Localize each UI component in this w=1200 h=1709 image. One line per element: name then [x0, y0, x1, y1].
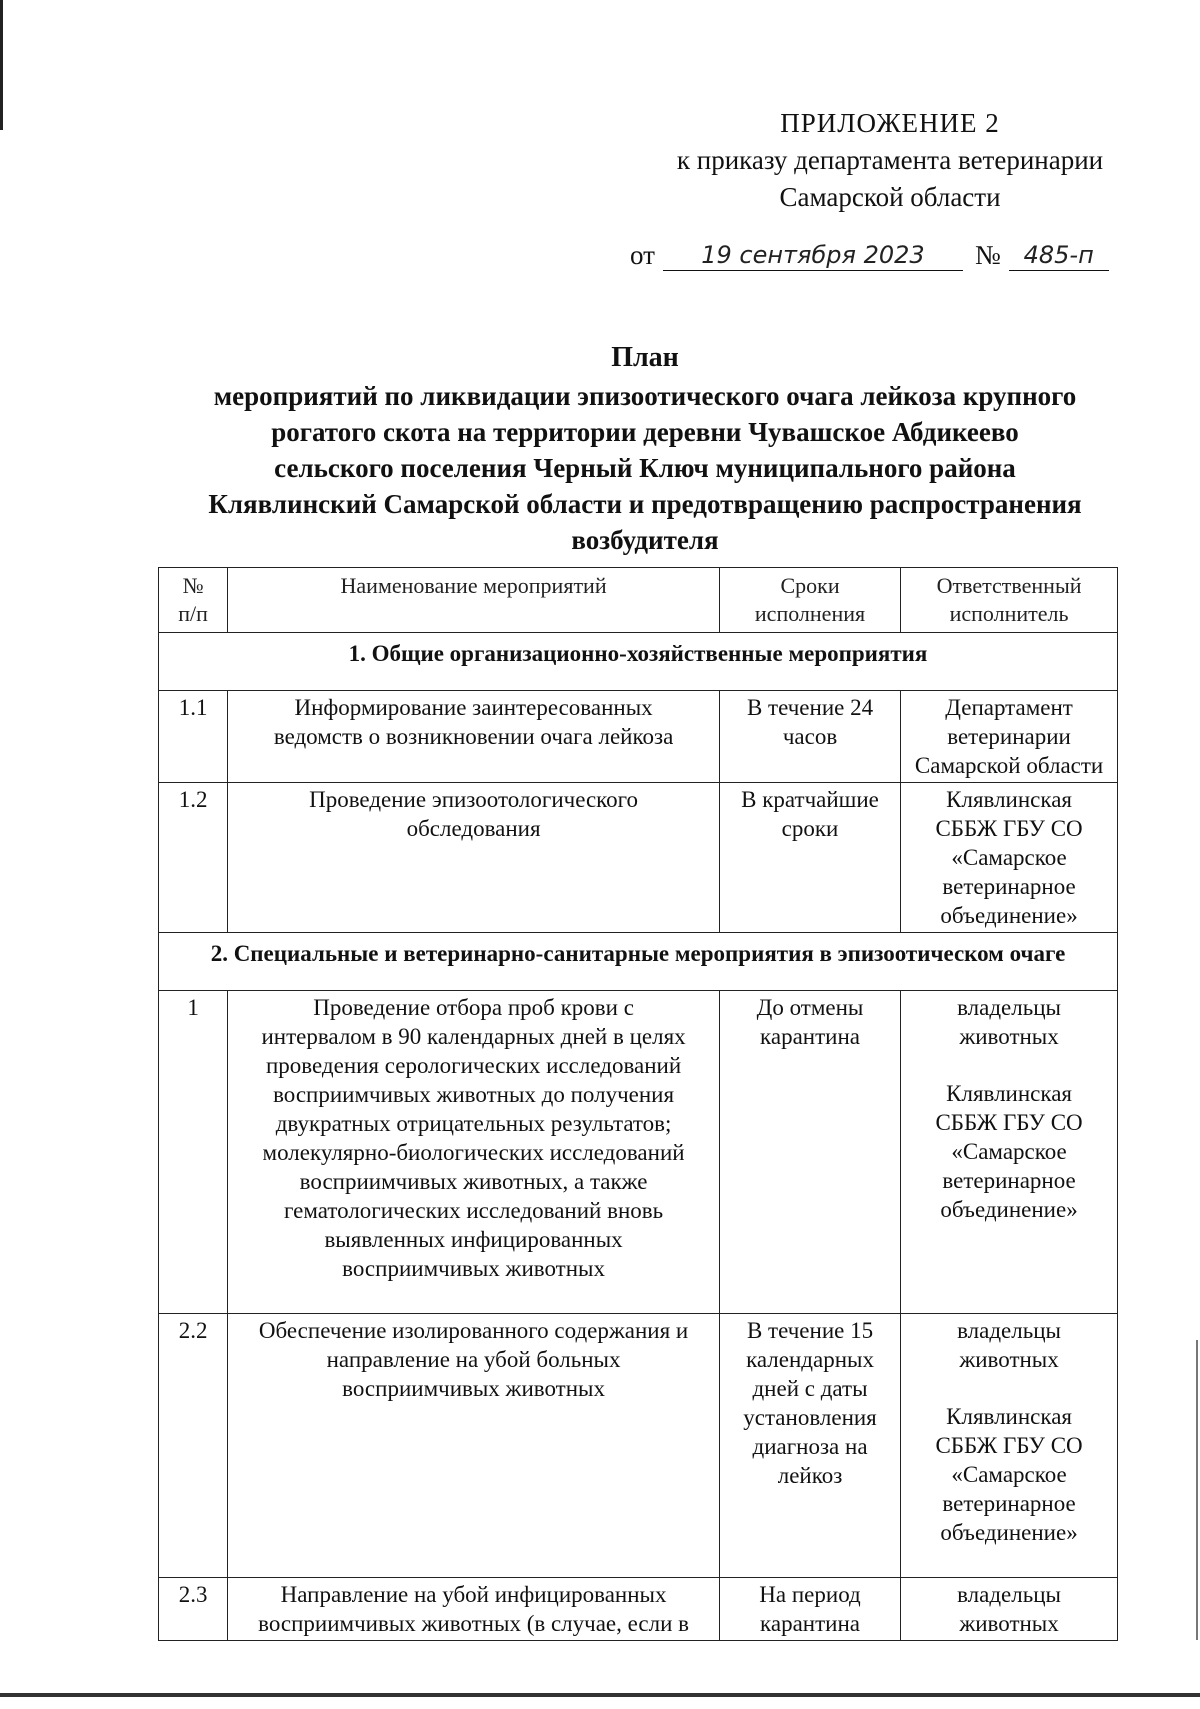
row-responsible: владельцы животных Клявлинская СББЖ ГБУ СО «Самарское ветеринарное объединение»	[901, 1314, 1118, 1578]
number-prefix: №	[974, 240, 1001, 270]
row-responsible: Клявлинская СББЖ ГБУ СО «Самарское ветеринарное объединение»	[901, 783, 1118, 933]
row-number: 1.2	[159, 783, 228, 933]
table-header-row	[159, 568, 1118, 633]
column-header-number: № п/п	[159, 568, 228, 633]
row-number: 1	[159, 991, 228, 1314]
appendix-label: ПРИЛОЖЕНИЕ 2	[780, 108, 1000, 138]
row-term: На период карантина	[719, 1578, 900, 1641]
column-header-name: Наименование мероприятий	[228, 568, 720, 633]
date-prefix: от	[630, 240, 655, 270]
order-date-number-line	[630, 240, 1130, 271]
plan-heading: План	[611, 342, 679, 373]
row-measure: Проведение отбора проб крови с интервалом в 90 календарных дней в целях проведения серологических исследований восприимчивых животных до получения двукратных отрицательных результатов; молекулярно-биологических исследований восприимчивых животных, а также гематологических исследований вновь выявленных инфицированных восприимчивых животных	[228, 991, 720, 1314]
row-number: 2.2	[159, 1314, 228, 1578]
row-term: До отмены карантина	[719, 991, 900, 1314]
handwritten-number: 485-п	[1009, 240, 1109, 271]
plan-title-line: возбудителя	[571, 525, 719, 555]
row-responsible: Департамент ветеринарии Самарской области	[901, 691, 1118, 783]
measures-table	[158, 567, 1118, 1641]
row-term: В кратчайшие сроки	[719, 783, 900, 933]
plan-title	[170, 340, 1120, 558]
appendix-header	[640, 105, 1140, 216]
table-row	[159, 691, 1118, 783]
row-measure: Направление на убой инфицированных восприимчивых животных (в случае, если в	[228, 1578, 720, 1641]
row-number: 2.3	[159, 1578, 228, 1641]
row-measure: Информирование заинтересованных ведомств о возникновении очага лейкоза	[228, 691, 720, 783]
table-row	[159, 1578, 1118, 1641]
handwritten-date: 19 сентября 2023	[663, 240, 963, 271]
section-row	[159, 633, 1118, 691]
table-row	[159, 1314, 1118, 1578]
plan-title-line: Клявлинский Самарской области и предотвращению распространения	[208, 489, 1082, 519]
column-header-term: Сроки исполнения	[719, 568, 900, 633]
section-title: 1. Общие организационно-хозяйственные мероприятия	[159, 633, 1118, 691]
row-term: В течение 24 часов	[719, 691, 900, 783]
scan-edge-right	[1196, 1340, 1198, 1640]
row-term: В течение 15 календарных дней с даты установления диагноза на лейкоз	[719, 1314, 900, 1578]
order-reference: к приказу департамента ветеринарии	[676, 145, 1104, 175]
plan-title-line: рогатого скота на территории деревни Чувашское Абдикеево	[271, 417, 1019, 447]
table-row	[159, 783, 1118, 933]
scan-edge-bottom	[0, 1693, 1200, 1697]
row-responsible: владельцы животных	[901, 1578, 1118, 1641]
section-row	[159, 933, 1118, 991]
plan-title-line: сельского поселения Черный Ключ муниципального района	[274, 453, 1016, 483]
row-measure: Проведение эпизоотологического обследования	[228, 783, 720, 933]
plan-title-line: мероприятий по ликвидации эпизоотического очага лейкоза крупного	[213, 381, 1077, 411]
row-number: 1.1	[159, 691, 228, 783]
scan-edge-left	[0, 0, 3, 130]
row-responsible: владельцы животных Клявлинская СББЖ ГБУ СО «Самарское ветеринарное объединение»	[901, 991, 1118, 1314]
row-measure: Обеспечение изолированного содержания и направление на убой больных восприимчивых животных	[228, 1314, 720, 1578]
column-header-responsible: Ответственный исполнитель	[901, 568, 1118, 633]
table-row	[159, 991, 1118, 1314]
section-title: 2. Специальные и ветеринарно-санитарные мероприятия в эпизоотическом очаге	[159, 933, 1118, 991]
region-name: Самарской области	[779, 182, 1001, 212]
